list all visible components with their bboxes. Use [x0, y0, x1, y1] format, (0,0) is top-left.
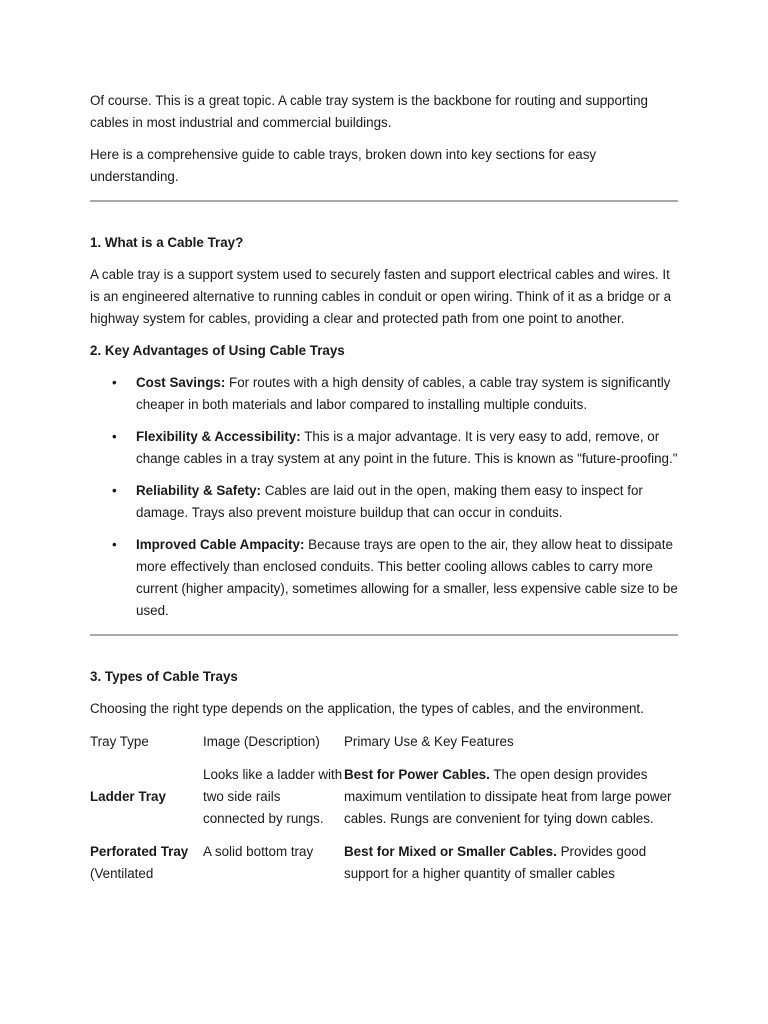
tray-type-name: Ladder Tray: [90, 789, 166, 804]
table-cell-type: [90, 841, 203, 896]
intro-paragraph-2: Here is a comprehensive guide to cable trays, broken down into key sections for easy understanding.: [90, 147, 597, 184]
bullet-icon: •: [112, 537, 117, 552]
use-text: The open design provides maximum ventilation to dissipate heat from large power cables. Rungs are convenient for tying down cables.: [344, 767, 672, 826]
bullet-icon: •: [112, 429, 117, 444]
tray-types-table: [90, 731, 678, 896]
bullet-icon: •: [112, 483, 117, 498]
column-header-image: Image (Description): [203, 734, 320, 749]
table-cell-use: [344, 764, 678, 841]
list-item: [90, 426, 678, 470]
section-1-heading: 1. What is a Cable Tray?: [90, 235, 244, 250]
use-text: Provides good support for a higher quantity of smaller cables: [344, 844, 647, 881]
use-highlight: Best for Power Cables.: [344, 767, 490, 782]
column-header-use: Primary Use & Key Features: [344, 734, 514, 749]
tray-type-subtitle: (Ventilated: [90, 866, 154, 881]
list-item-text: This is a major advantage. It is very easy to add, remove, or change cables in a tray system at any point in the future. This is known as "future-proofing.": [136, 429, 678, 466]
section-1-body: A cable tray is a support system used to securely fasten and support electrical cables and wires. It is an engineered alternative to running cables in conduit or open wiring. Think of it as a bridge or a highway system for cables, providing a clear and protected path from one point to another.: [90, 267, 672, 326]
column-header-tray-type: Tray Type: [90, 734, 149, 749]
list-item-title: Cost Savings:: [136, 375, 226, 390]
section-divider: [90, 634, 678, 636]
table-row: [90, 764, 678, 841]
table-cell-image: Looks like a ladder with two side rails connected by rungs.: [203, 767, 343, 826]
list-item-text: Because trays are open to the air, they allow heat to dissipate more effectively than enclosed conduits. This better cooling allows cables to carry more current (higher ampacity), sometimes allowing for a smaller, less expensive cable size to be used.: [136, 537, 678, 618]
list-item-text: Cables are laid out in the open, making them easy to inspect for damage. Trays also prevent moisture buildup that can occur in conduits.: [136, 483, 643, 520]
table-header-row: [90, 731, 678, 764]
table-cell-image: A solid bottom tray: [203, 844, 314, 859]
section-2-heading: 2. Key Advantages of Using Cable Trays: [90, 343, 345, 358]
list-item-title: Improved Cable Ampacity:: [136, 537, 305, 552]
use-highlight: Best for Mixed or Smaller Cables.: [344, 844, 557, 859]
bullet-icon: •: [112, 375, 117, 390]
list-item-text: For routes with a high density of cables, a cable tray system is significantly cheaper in both materials and labor compared to installing multiple conduits.: [136, 375, 671, 412]
list-item: [90, 534, 678, 622]
table-cell-type: [90, 764, 203, 841]
section-divider: [90, 200, 678, 202]
table-row: [90, 841, 678, 896]
section-3-intro: Choosing the right type depends on the application, the types of cables, and the environment.: [90, 701, 644, 716]
tray-type-name: Perforated Tray: [90, 844, 189, 859]
list-item-title: Reliability & Safety:: [136, 483, 262, 498]
document-page: [90, 90, 678, 896]
list-item: [90, 480, 678, 524]
list-item: [90, 372, 678, 416]
intro-paragraph-1: Of course. This is a great topic. A cable tray system is the backbone for routing and supporting cables in most industrial and commercial buildings.: [90, 93, 648, 130]
advantages-list: [90, 372, 678, 622]
section-3-heading: 3. Types of Cable Trays: [90, 669, 238, 684]
list-item-title: Flexibility & Accessibility:: [136, 429, 301, 444]
table-cell-use: [344, 841, 678, 896]
